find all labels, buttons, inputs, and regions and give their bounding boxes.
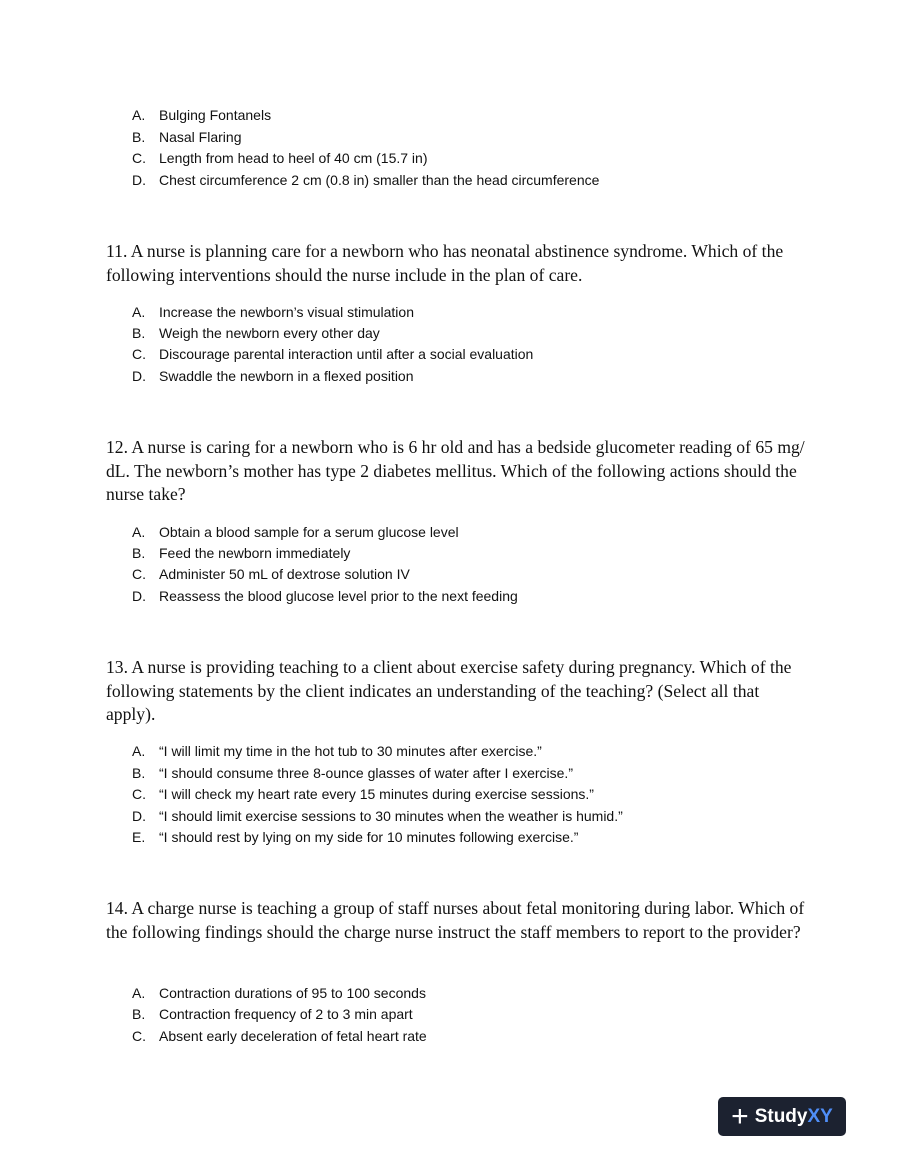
option-item: D. Chest circumference 2 cm (0.8 in) smaller than the head circumference — [132, 172, 600, 188]
option-item: C. Absent early deceleration of fetal heart rate — [132, 1028, 427, 1044]
option-item: A. Increase the newborn’s visual stimulation — [132, 304, 414, 320]
option-item: E. “I should rest by lying on my side for 10 minutes following exercise.” — [132, 829, 579, 845]
logo-text-study: Study — [754, 1105, 808, 1127]
option-item: B. Nasal Flaring — [132, 129, 242, 145]
question-11-text: 11. A nurse is planning care for a newborn who has neonatal abstinence syndrome. Which of the following interventions should the nurse include in the plan of care. — [106, 241, 784, 285]
option-item: C. “I will check my heart rate every 15 minutes during exercise sessions.” — [132, 786, 594, 802]
option-item: D. “I should limit exercise sessions to 30 minutes when the weather is humid.” — [132, 808, 623, 824]
option-item: B. “I should consume three 8-ounce glasses of water after I exercise.” — [132, 765, 573, 781]
option-item: A. Contraction durations of 95 to 100 seconds — [132, 985, 426, 1001]
option-item: B. Weigh the newborn every other day — [132, 325, 380, 341]
option-item: A. Bulging Fontanels — [132, 107, 272, 123]
option-item: D. Swaddle the newborn in a flexed position — [132, 368, 414, 384]
option-item: B. Feed the newborn immediately — [132, 545, 351, 561]
studyxy-logo[interactable] — [718, 1097, 846, 1136]
option-item: A. “I will limit my time in the hot tub to 30 minutes after exercise.” — [132, 743, 542, 759]
logo-text-xy: XY — [807, 1105, 833, 1127]
option-item: C. Administer 50 mL of dextrose solution IV — [132, 566, 410, 582]
option-item: A. Obtain a blood sample for a serum glucose level — [132, 524, 459, 540]
question-13-text: 13. A nurse is providing teaching to a client about exercise safety during pregnancy. Which of the following statements by the client indicates an understanding of the teaching? (Select all that apply). — [106, 657, 792, 724]
option-item: C. Length from head to heel of 40 cm (15.7 in) — [132, 150, 428, 166]
option-item: C. Discourage parental interaction until after a social evaluation — [132, 346, 534, 362]
option-item: B. Contraction frequency of 2 to 3 min apart — [132, 1006, 413, 1022]
plus-icon: + — [731, 1099, 749, 1133]
question-12-text: 12. A nurse is caring for a newborn who is 6 hr old and has a bedside glucometer reading of 65 mg/ dL. The newborn’s mother has type 2 diabetes mellitus. Which of the following actions should the nurse take? — [106, 437, 805, 504]
question-14-text: 14. A charge nurse is teaching a group of staff nurses about fetal monitoring during labor. Which of the following findings should the charge nurse instruct the staff members to report to the provider? — [106, 898, 805, 942]
option-item: D. Reassess the blood glucose level prior to the next feeding — [132, 588, 518, 604]
